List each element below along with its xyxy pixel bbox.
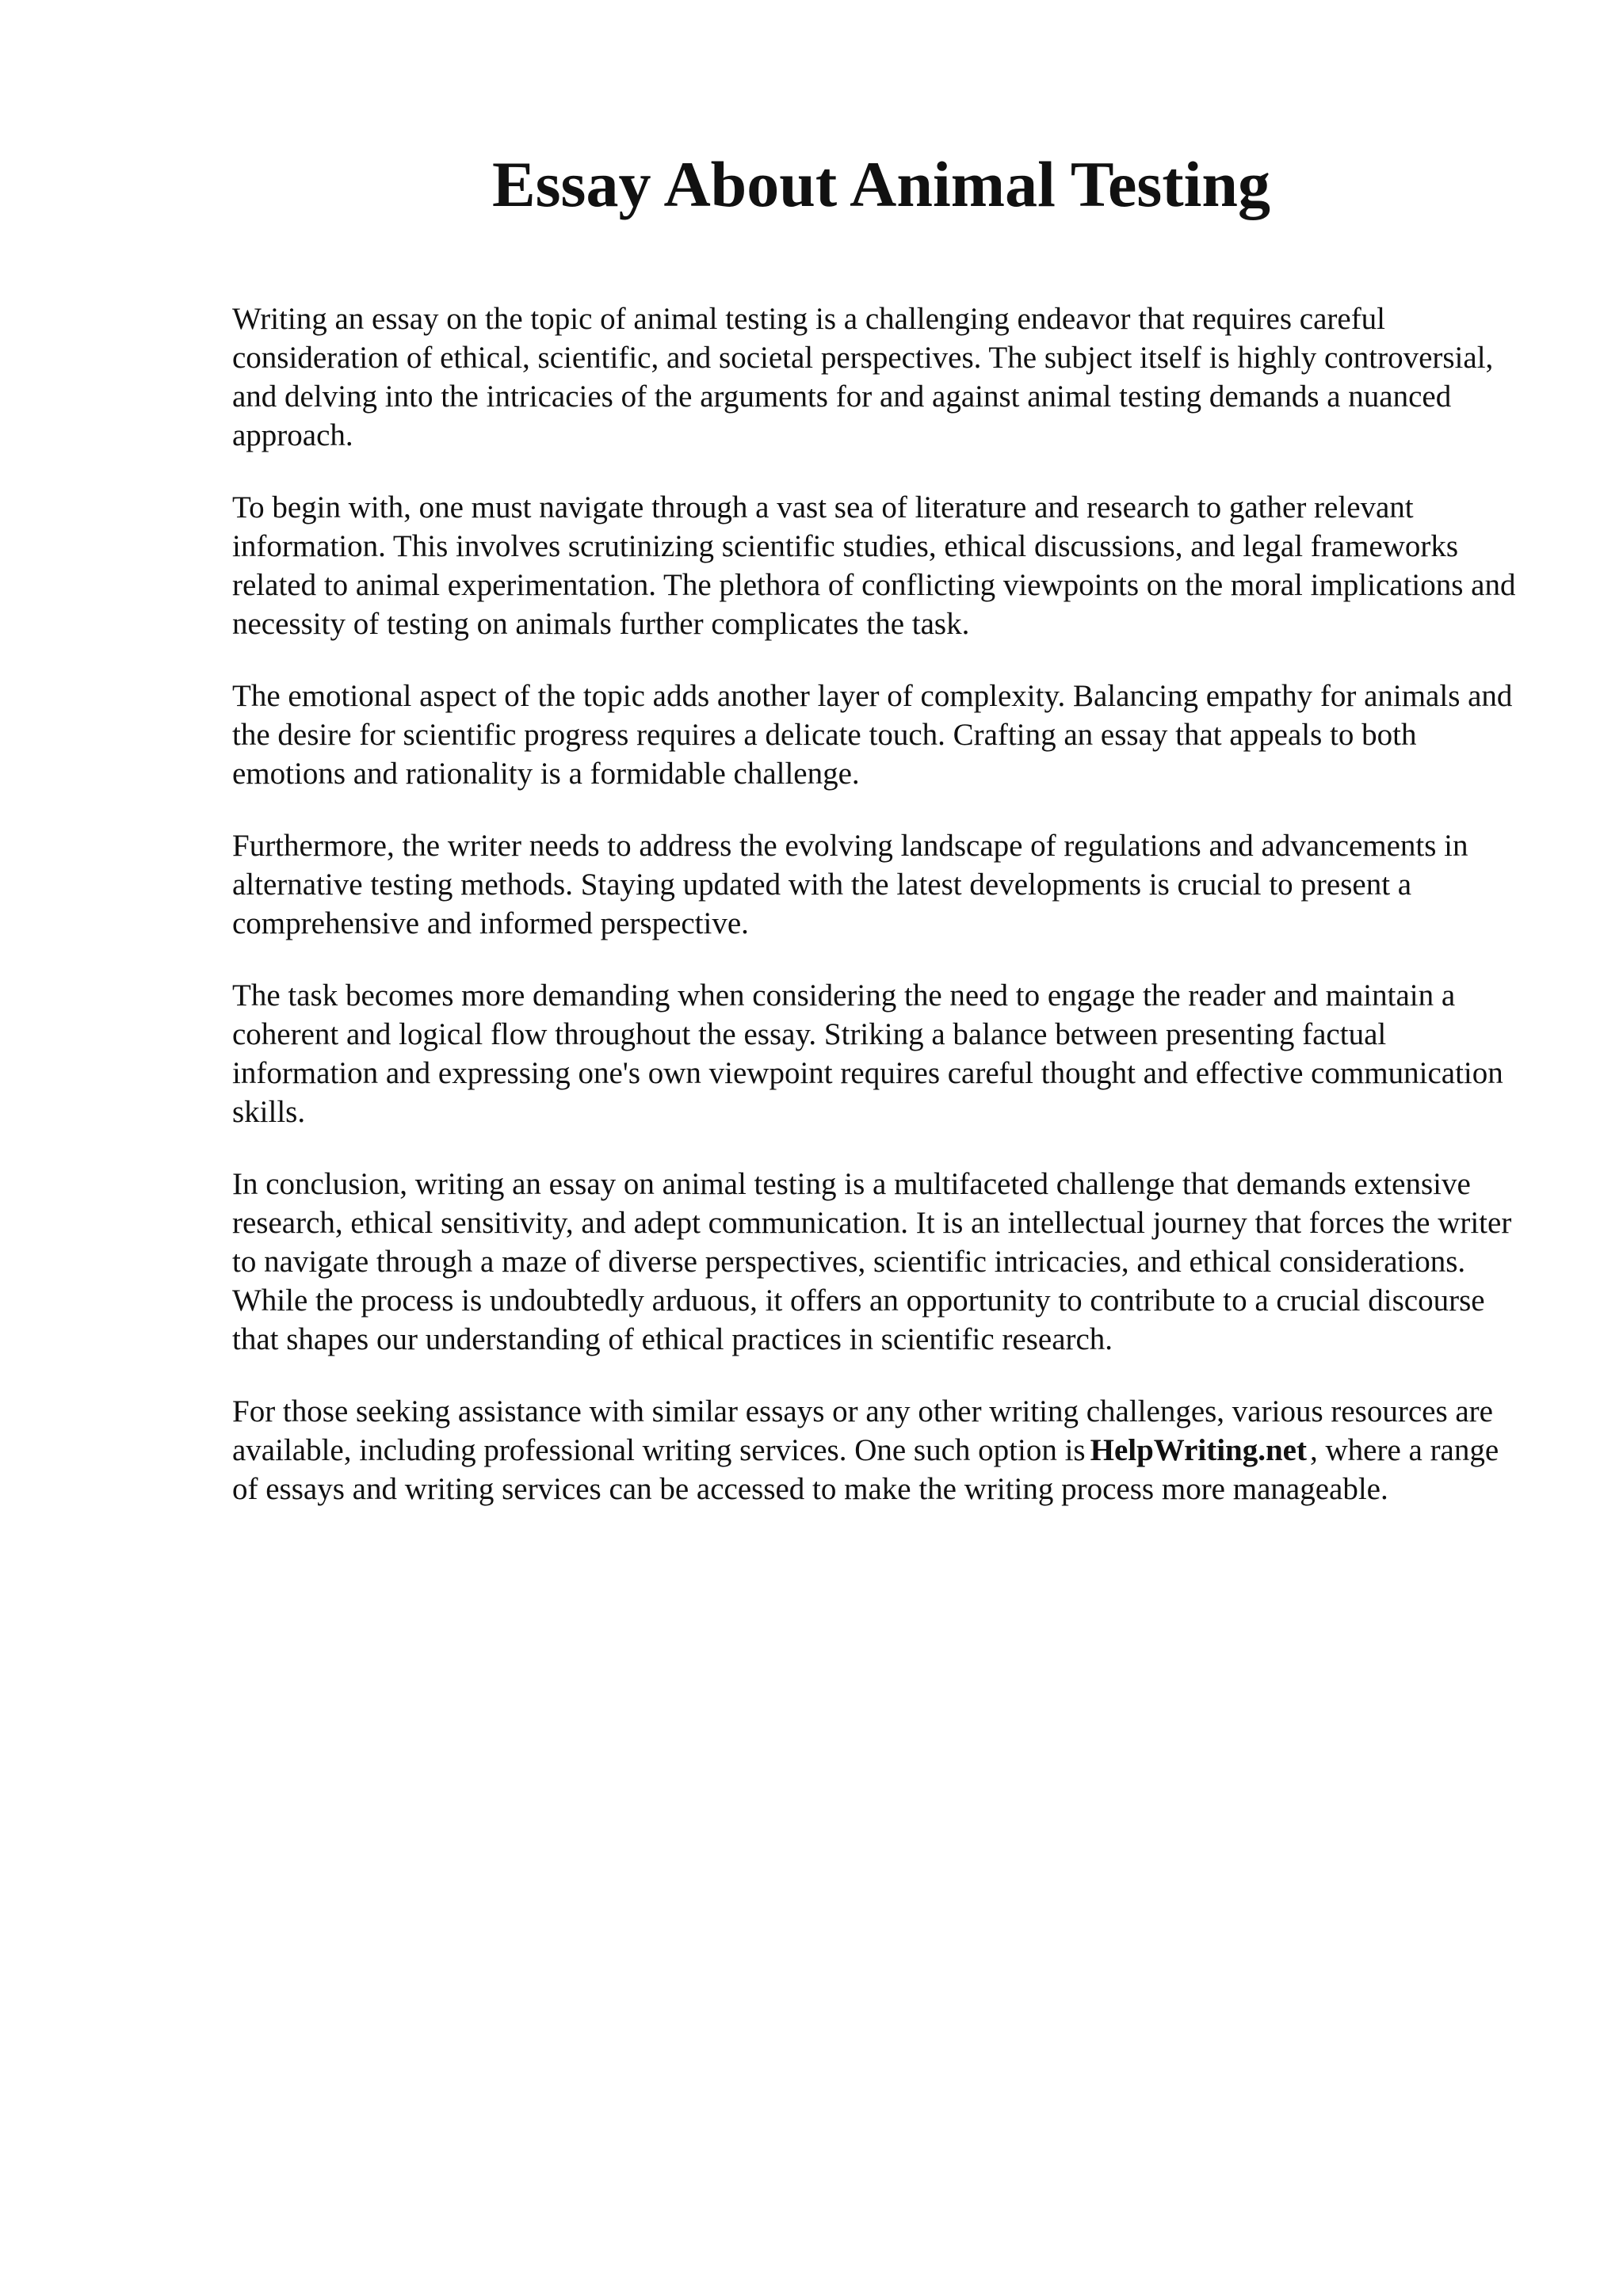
- essay-body: [232, 299, 1532, 1542]
- paragraph-4: Furthermore, the writer needs to address the evolving landscape of regulations and advancements in alternative testing methods. Staying updated with the latest developments is crucial to present a comprehensive and informed perspective.: [232, 829, 1468, 940]
- closing-text-after-link: , where a range of essays and writing services can be accessed to make the writing process more manageable.: [232, 1433, 1499, 1506]
- paragraph-2: To begin with, one must navigate through a vast sea of literature and research to gather relevant information. This involves scrutinizing scientific studies, ethical discussions, and legal frameworks related to animal experimentation. The plethora of conflicting viewpoints on the moral implications and necessity of testing on animals further complicates the task.: [232, 490, 1516, 641]
- paragraph-1: Writing an essay on the topic of animal testing is a challenging endeavor that requires careful consideration of ethical, scientific, and societal perspectives. The subject itself is highly controversial, and delving into the intricacies of the arguments for and against animal testing demands a nuanced approach.: [232, 302, 1494, 452]
- paragraph-3: The emotional aspect of the topic adds another layer of complexity. Balancing empathy for animals and the desire for scientific progress requires a delicate touch. Crafting an essay that appeals to both emotions and rationality is a formidable challenge.: [232, 679, 1513, 791]
- page-title: Essay About Animal Testing: [491, 148, 1271, 220]
- paragraph-6: In conclusion, writing an essay on animal testing is a multifaceted challenge that demands extensive research, ethical sensitivity, and adept communication. It is an intellectual journey that forces the writer to navigate through a maze of diverse perspectives, scientific intricacies, and ethical considerations. While the process is undoubtedly arduous, it offers an opportunity to contribute to a crucial discourse that shapes our understanding of ethical practices in scientific research.: [232, 1167, 1512, 1356]
- closing-paragraph: [232, 1392, 1532, 1508]
- closing-text-before-link: For those seeking assistance with similar essays or any other writing challenges, various resources are available, including professional writing services. One such option is: [232, 1394, 1493, 1467]
- helpwriting-link[interactable]: HelpWriting.net: [1090, 1433, 1307, 1467]
- paragraph-5: The task becomes more demanding when considering the need to engage the reader and maintain a coherent and logical flow throughout the essay. Striking a balance between presenting factual information and expressing one's own viewpoint requires careful thought and effective communication skills.: [232, 978, 1503, 1129]
